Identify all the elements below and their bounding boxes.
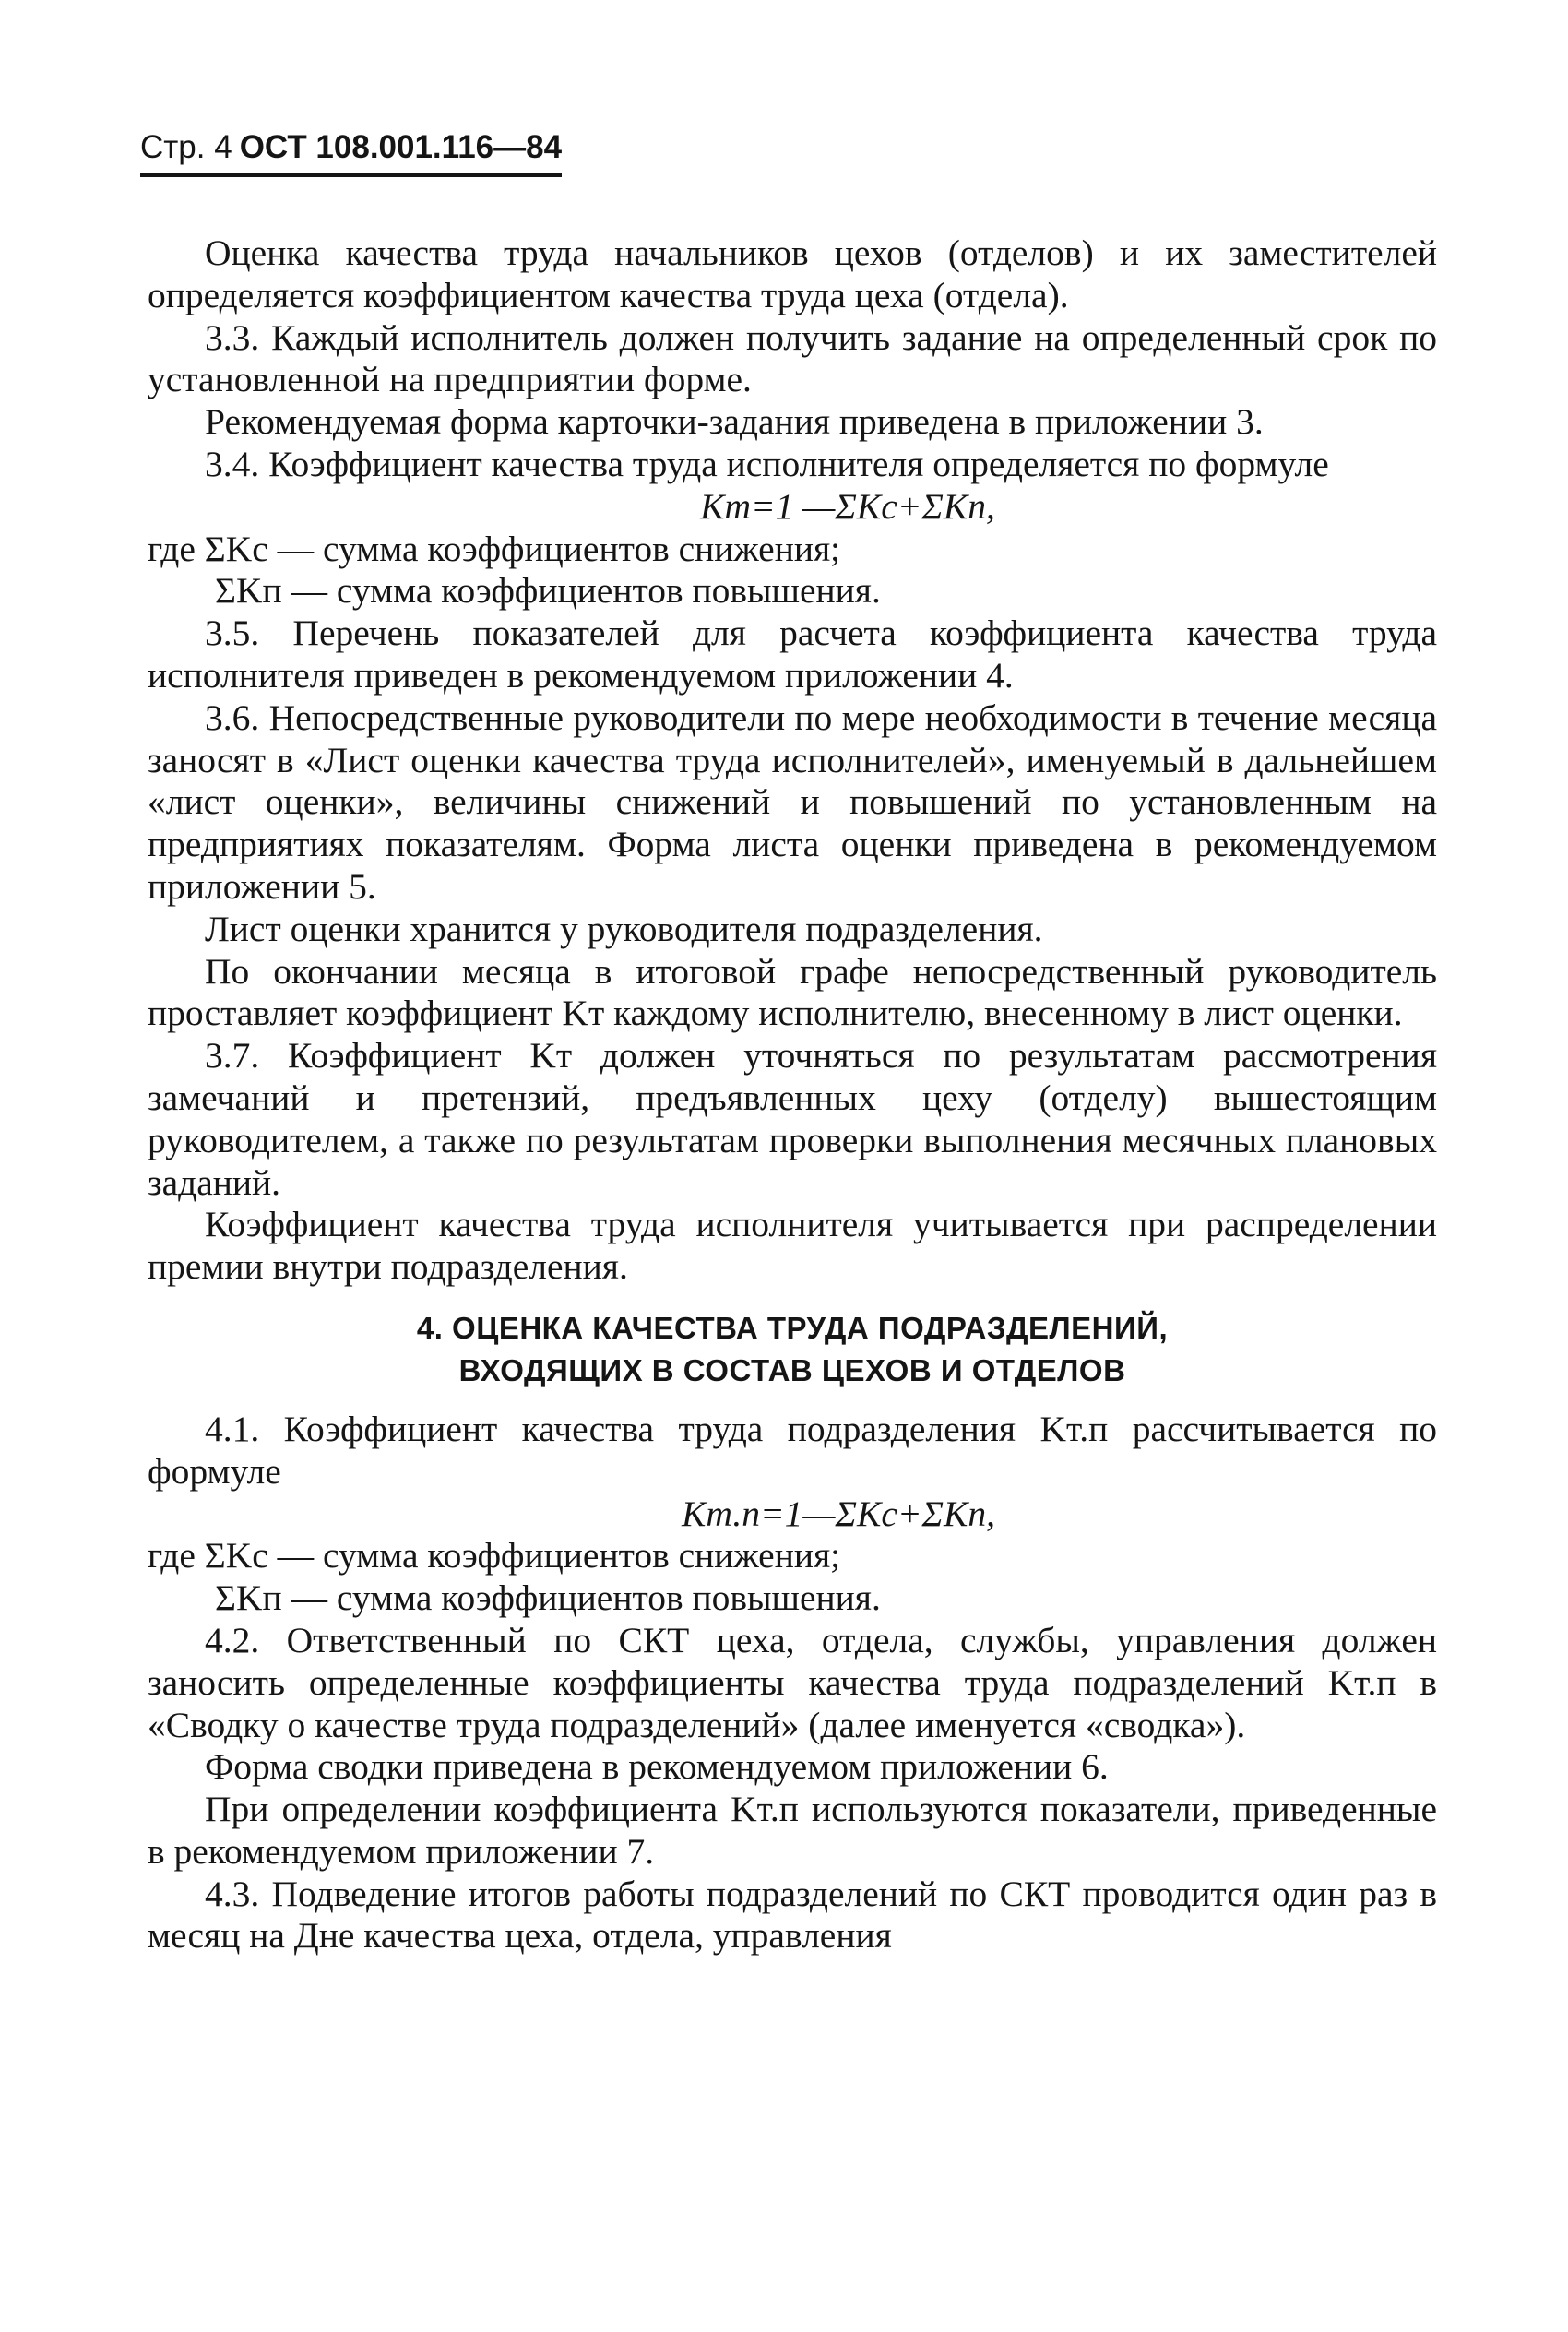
paragraph-premium: Коэффициент качества труда исполнителя учитывается при распределении премии внутри подразделения. — [148, 1204, 1437, 1288]
paragraph-3-4: 3.4. Коэффициент качества труда исполнителя определяется по формуле — [205, 443, 1329, 484]
paragraph-form: Рекомендуемая форма карточки-задания приведена в приложении 3. — [205, 401, 1264, 443]
paragraph-3-7: 3.7. Коэффициент Kт должен уточняться по результатам рассмотрения замечаний и претензий, предъявленных цеху (отделу) вышестоящим руководителем, а также по результатам проверки выполнения месячных плановых заданий. — [148, 1035, 1437, 1203]
heading-line: 4. ОЦЕНКА КАЧЕСТВА ТРУДА ПОДРАЗДЕЛЕНИЙ, — [416, 1310, 1169, 1345]
paragraph-indicators: При определении коэффициента Kт.п используются показатели, приведенные в рекомендуемом приложении 7. — [148, 1789, 1437, 1872]
formula-legend — [148, 1535, 1437, 1620]
page-header — [140, 129, 562, 177]
page-number: Стр. 4 — [140, 129, 232, 165]
document-body — [148, 232, 1437, 1957]
paragraph-3-3: 3.3. Каждый исполнитель должен получить задание на определенный срок по установленной на предприятии форме. — [148, 316, 1437, 400]
heading-line: ВХОДЯЩИХ В СОСТАВ ЦЕХОВ И ОТДЕЛОВ — [458, 1352, 1126, 1387]
paragraph-end-month: По окончании месяца в итоговой графе непосредственный руководитель проставляет коэффициент Kт каждому исполнителю, внесенному в лист оценки. — [148, 950, 1437, 1034]
formula-ktp: Kт.п=1—ΣKс+ΣKп, — [682, 1493, 995, 1534]
paragraph-4-3: 4.3. Подведение итогов работы подразделений по СКТ проводится один раз в месяц на Дне качества цеха, отдела, управления — [148, 1873, 1437, 1957]
formula-legend — [148, 529, 1437, 613]
paragraph-form-summary: Форма сводки приведена в рекомендуемом приложении 6. — [205, 1746, 1109, 1788]
section-heading — [148, 1307, 1437, 1392]
legend-line: ΣKп — сумма коэффициентов повышения. — [215, 1577, 881, 1619]
standard-code: ОСТ 108.001.116—84 — [239, 129, 563, 165]
legend-line: где ΣKс — сумма коэффициентов снижения; — [148, 1535, 841, 1576]
legend-line: где ΣKс — сумма коэффициентов снижения; — [148, 528, 841, 569]
paragraph-3-5: 3.5. Перечень показателей для расчета коэффициента качества труда исполнителя приведен в рекомендуемом приложении 4. — [148, 613, 1437, 696]
formula-kt: Kт=1 —ΣKс+ΣKп, — [700, 485, 995, 527]
paragraph-4-1: 4.1. Коэффициент качества труда подразделения Kт.п рассчитывается по формуле — [148, 1408, 1437, 1492]
paragraph-list: Лист оценки хранится у руководителя подразделения. — [205, 908, 1043, 949]
legend-line: ΣKп — сумма коэффициентов повышения. — [215, 570, 881, 612]
paragraph-3-6: 3.6. Непосредственные руководители по мере необходимости в течение месяца заносят в «Лист оценки качества труда исполнителей», именуемый в дальнейшем «лист оценки», величины снижений и повышений по установленным на предприятиях показателям. Форма листа оценки приведена в рекомендуемом приложении 5. — [148, 696, 1437, 907]
paragraph-4-2: 4.2. Ответственный по СКТ цеха, отдела, службы, управления должен заносить определенные коэффициенты качества труда подразделений Kт.п в «Сводку о качестве труда подразделений» (далее именуется «сводка»). — [148, 1619, 1437, 1745]
paragraph-assessment: Оценка качества труда начальников цехов (отделов) и их заместителей определяется коэффициентом качества труда цеха (отдела). — [148, 232, 1437, 315]
